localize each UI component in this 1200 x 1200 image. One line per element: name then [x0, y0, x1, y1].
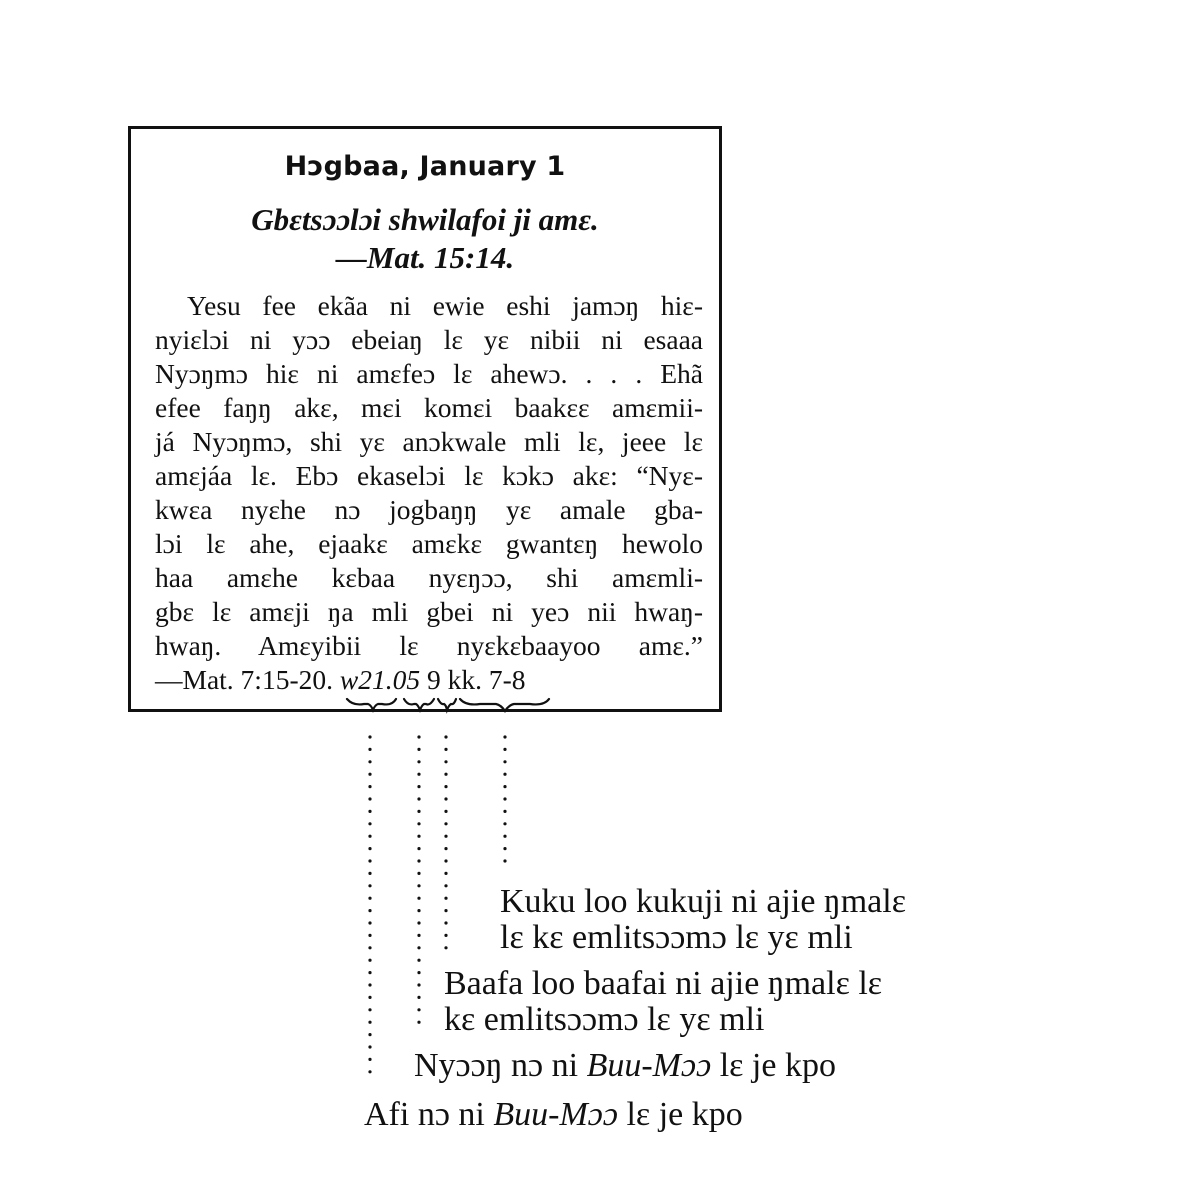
paragraph-line: efee faŋŋ akɛ, mɛi komɛi baakɛɛ amɛmii-	[155, 392, 703, 423]
label-page: Baafa loo baafai ni ajie ŋmalɛ lɛ kɛ emlitsɔɔmɔ lɛ yɛ mli	[444, 965, 883, 1038]
paragraph-line: Yesu fee ekãa ni ewie eshi jamɔŋ hiɛ-	[187, 290, 703, 321]
citation-page: 9	[426, 664, 441, 695]
date-heading: Hɔgbaa, January 1	[284, 151, 566, 182]
paragraph-line: lɔi lɛ ahe, ejaakɛ amɛkɛ gwantɛŋ hewolo	[155, 528, 703, 559]
citation-reference: —Mat. 7:15-20.	[155, 664, 333, 695]
theme-text: Gbɛtsɔɔlɔi shwilafoi ji amɛ.	[251, 202, 599, 237]
citation-paragraphs: kk. 7-8	[447, 664, 526, 695]
brace-publication-year	[347, 699, 396, 710]
label-issue: Nyɔɔŋ nɔ ni Buu-Mɔɔ lɛ je kpo	[414, 1047, 836, 1084]
brace-paragraphs	[460, 699, 549, 711]
theme-reference: —Mat. 15:14.	[335, 240, 515, 275]
paragraph-line: haa amɛhe kɛbaa nyɛŋɔɔ, shi amɛmli-	[155, 562, 703, 593]
paragraph-line: Nyɔŋmɔ hiɛ ni amɛfeɔ lɛ ahewɔ. . . . Ehã	[155, 358, 703, 389]
paragraph-line: nyiɛlɔi ni yɔɔ ebeiaŋ lɛ yɛ nibii ni esaaa	[155, 324, 703, 355]
paragraph-line: hwaŋ. Amɛyibii lɛ nyɛkɛbaayoo amɛ.”	[155, 630, 703, 661]
label-year: Afi nɔ ni Buu-Mɔɔ lɛ je kpo	[364, 1096, 743, 1133]
brace-issue	[404, 699, 434, 710]
brace-page	[438, 699, 456, 710]
citation-publication: w21.05	[339, 664, 421, 695]
paragraph-line: amɛjáa lɛ. Ebɔ ekaselɔi lɛ kɔkɔ akɛ: “Nyɛ-	[155, 460, 703, 491]
paragraph-line: já Nyɔŋmɔ, shi yɛ anɔkwale mli lɛ, jeee lɛ	[155, 426, 703, 457]
label-paragraphs: Kuku loo kukuji ni ajie ŋmalɛ lɛ kɛ emlitsɔɔmɔ lɛ yɛ mli	[500, 883, 906, 956]
paragraph-line: gbɛ lɛ amɛji ŋa mli gbei ni yeɔ nii hwaŋ-	[155, 596, 703, 627]
paragraph-line: kwɛa nyɛhe nɔ jogbaŋŋ yɛ amale gba-	[155, 494, 703, 525]
